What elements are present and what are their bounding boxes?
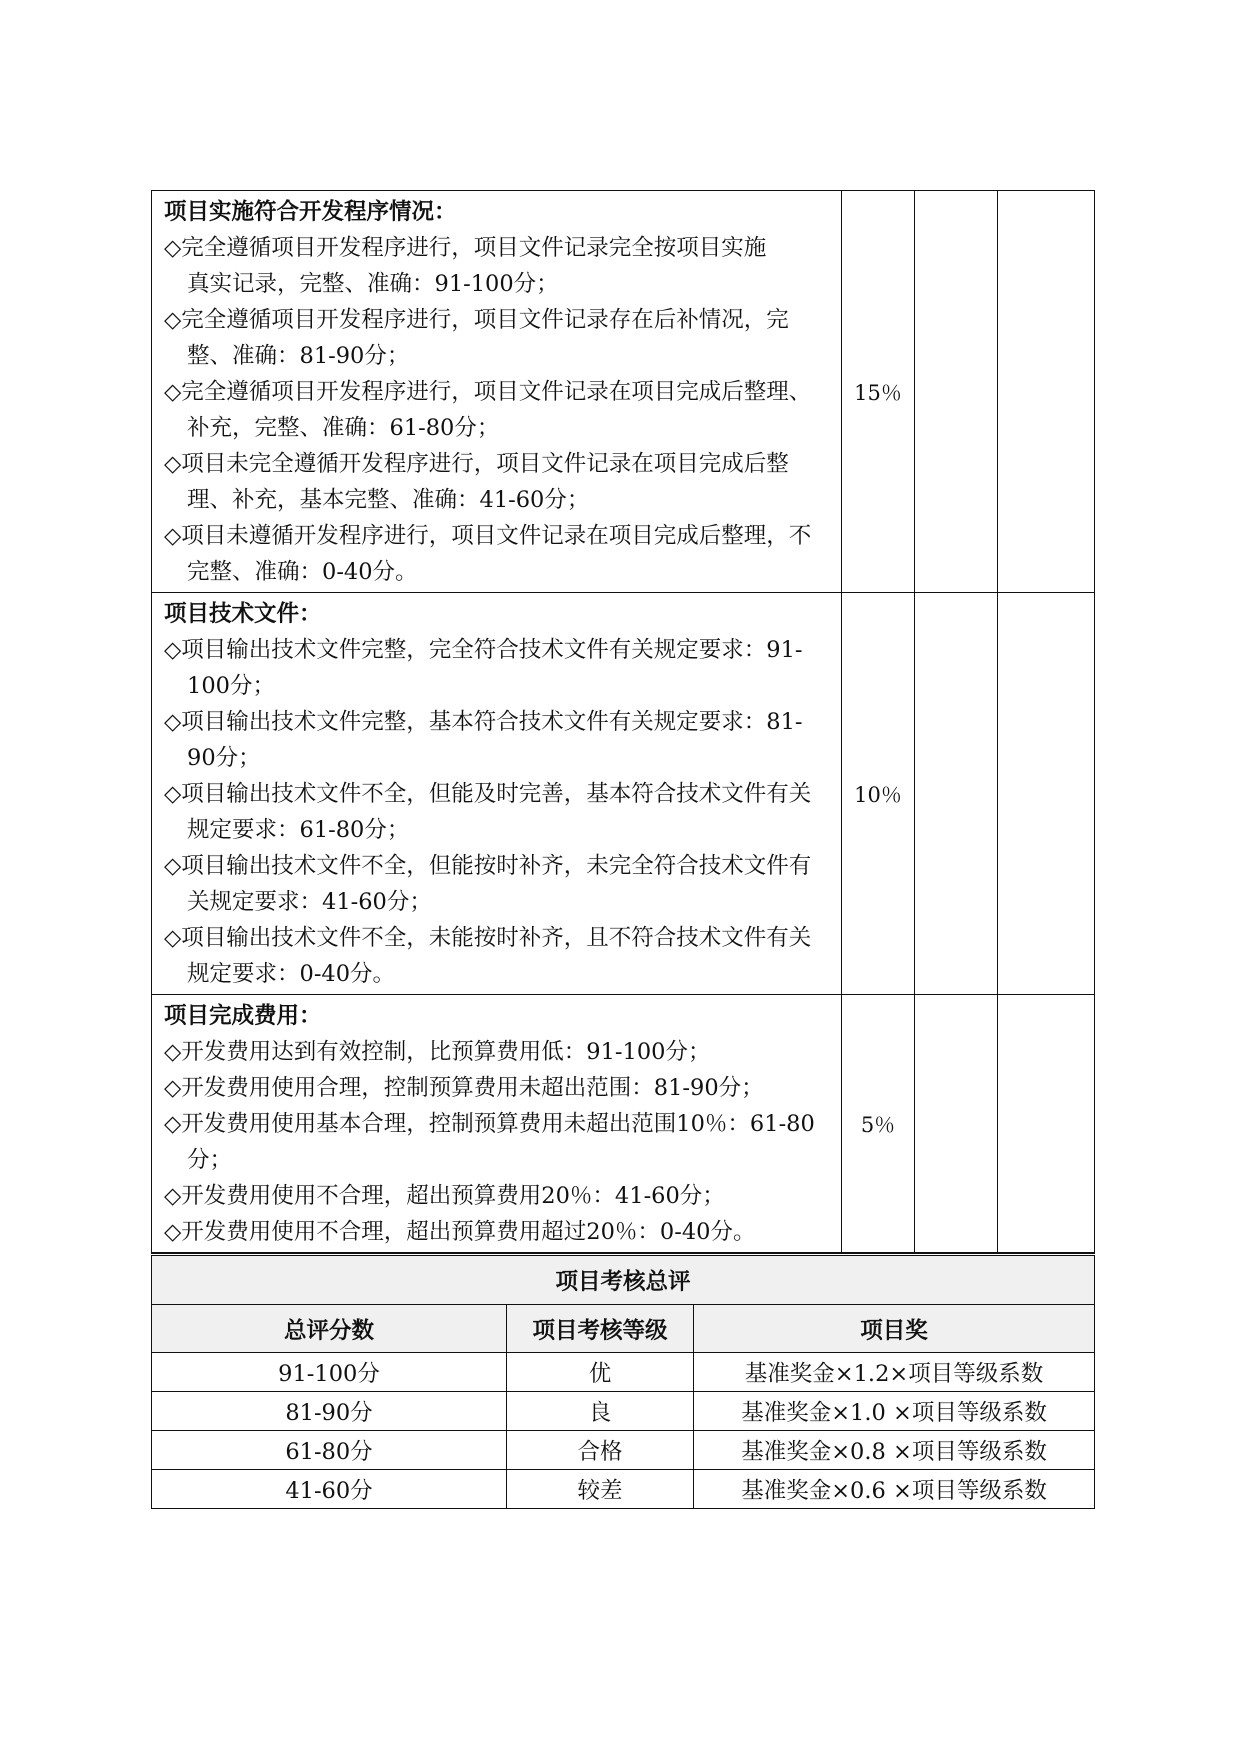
criteria-description (152, 191, 842, 593)
summary-table (151, 1253, 1095, 1509)
criteria-line: ◇开发费用使用不合理，超出预算费用20％：41-60分； (164, 1183, 725, 1209)
score-entry-cell (998, 995, 1095, 1253)
criteria-row (152, 995, 1095, 1253)
criteria-line: ◇开发费用使用合理，控制预算费用未超出范围：81-90分； (164, 1075, 764, 1101)
score-entry-cell (998, 191, 1095, 593)
bonus-cell: 基准奖金×1.0 ×项目等级系数 (694, 1392, 1095, 1431)
header-grade: 项目考核等级 (507, 1305, 694, 1353)
criteria-line: ◇完全遵循项目开发程序进行，项目文件记录存在后补情况，完整、准确：81-90分； (164, 307, 789, 369)
criteria-line: ◇完全遵循项目开发程序进行，项目文件记录完全按项目实施 (164, 235, 767, 261)
criteria-line: ◇项目输出技术文件不全，未能按时补齐，且不符合技术文件有关规定要求：0-40分。 (164, 925, 812, 987)
criteria-line: ◇完全遵循项目开发程序进行，项目文件记录在项目完成后整理、补充，完整、准确：61-80分； (164, 379, 812, 441)
score-entry-cell (915, 995, 998, 1253)
score-cell: 61-80分 (152, 1431, 507, 1470)
grade-cell: 优 (507, 1353, 694, 1392)
criteria-line: ◇开发费用使用不合理，超出预算费用超过20％：0-40分。 (164, 1219, 756, 1245)
score-entry-cell (998, 593, 1095, 995)
criteria-description (152, 995, 842, 1253)
criteria-description (152, 593, 842, 995)
table-row (152, 1431, 1095, 1470)
grade-cell: 较差 (507, 1470, 694, 1509)
criteria-line: 真实记录，完整、准确：91-100分； (187, 271, 559, 297)
bonus-cell: 基准奖金×1.2×项目等级系数 (694, 1353, 1095, 1392)
table-row (152, 1470, 1095, 1509)
bonus-cell: 基准奖金×0.8 ×项目等级系数 (694, 1431, 1095, 1470)
score-entry-cell (915, 191, 998, 593)
weight-cell: 10％ (842, 593, 915, 995)
summary-header-row (152, 1305, 1095, 1353)
criteria-row (152, 593, 1095, 995)
table-row (152, 1392, 1095, 1431)
criteria-line: ◇项目未完全遵循开发程序进行，项目文件记录在项目完成后整理、补充，基本完整、准确：41-60分； (164, 451, 789, 513)
score-cell: 41-60分 (152, 1470, 507, 1509)
criteria-line: ◇开发费用使用基本合理，控制预算费用未超出范围10％：61-80分； (164, 1111, 815, 1173)
criteria-title: 项目完成费用： (164, 1003, 322, 1029)
criteria-line: ◇项目输出技术文件完整，完全符合技术文件有关规定要求：91-100分； (164, 637, 803, 699)
header-total-score: 总评分数 (152, 1305, 507, 1353)
summary-title: 项目考核总评 (152, 1255, 1095, 1305)
score-cell: 81-90分 (152, 1392, 507, 1431)
score-cell: 91-100分 (152, 1353, 507, 1392)
grade-cell: 合格 (507, 1431, 694, 1470)
score-entry-cell (915, 593, 998, 995)
weight-cell: 5％ (842, 995, 915, 1253)
criteria-line: ◇项目输出技术文件完整，基本符合技术文件有关规定要求：81-90分； (164, 709, 803, 771)
header-bonus: 项目奖 (694, 1305, 1095, 1353)
criteria-line: ◇项目输出技术文件不全，但能及时完善，基本符合技术文件有关规定要求：61-80分； (164, 781, 812, 843)
criteria-title: 项目技术文件： (164, 601, 322, 627)
weight-cell: 15％ (842, 191, 915, 593)
criteria-table (151, 190, 1095, 1253)
summary-title-row (152, 1255, 1095, 1305)
bonus-cell: 基准奖金×0.6 ×项目等级系数 (694, 1470, 1095, 1509)
criteria-line: ◇项目输出技术文件不全，但能按时补齐，未完全符合技术文件有关规定要求：41-60分； (164, 853, 812, 915)
grade-cell: 良 (507, 1392, 694, 1431)
criteria-row (152, 191, 1095, 593)
criteria-title: 项目实施符合开发程序情况： (164, 199, 457, 225)
criteria-line: ◇项目未遵循开发程序进行，项目文件记录在项目完成后整理，不完整、准确：0-40分。 (164, 523, 812, 585)
table-row (152, 1353, 1095, 1392)
criteria-line: ◇开发费用达到有效控制，比预算费用低：91-100分； (164, 1039, 711, 1065)
document-page (151, 190, 1094, 1509)
